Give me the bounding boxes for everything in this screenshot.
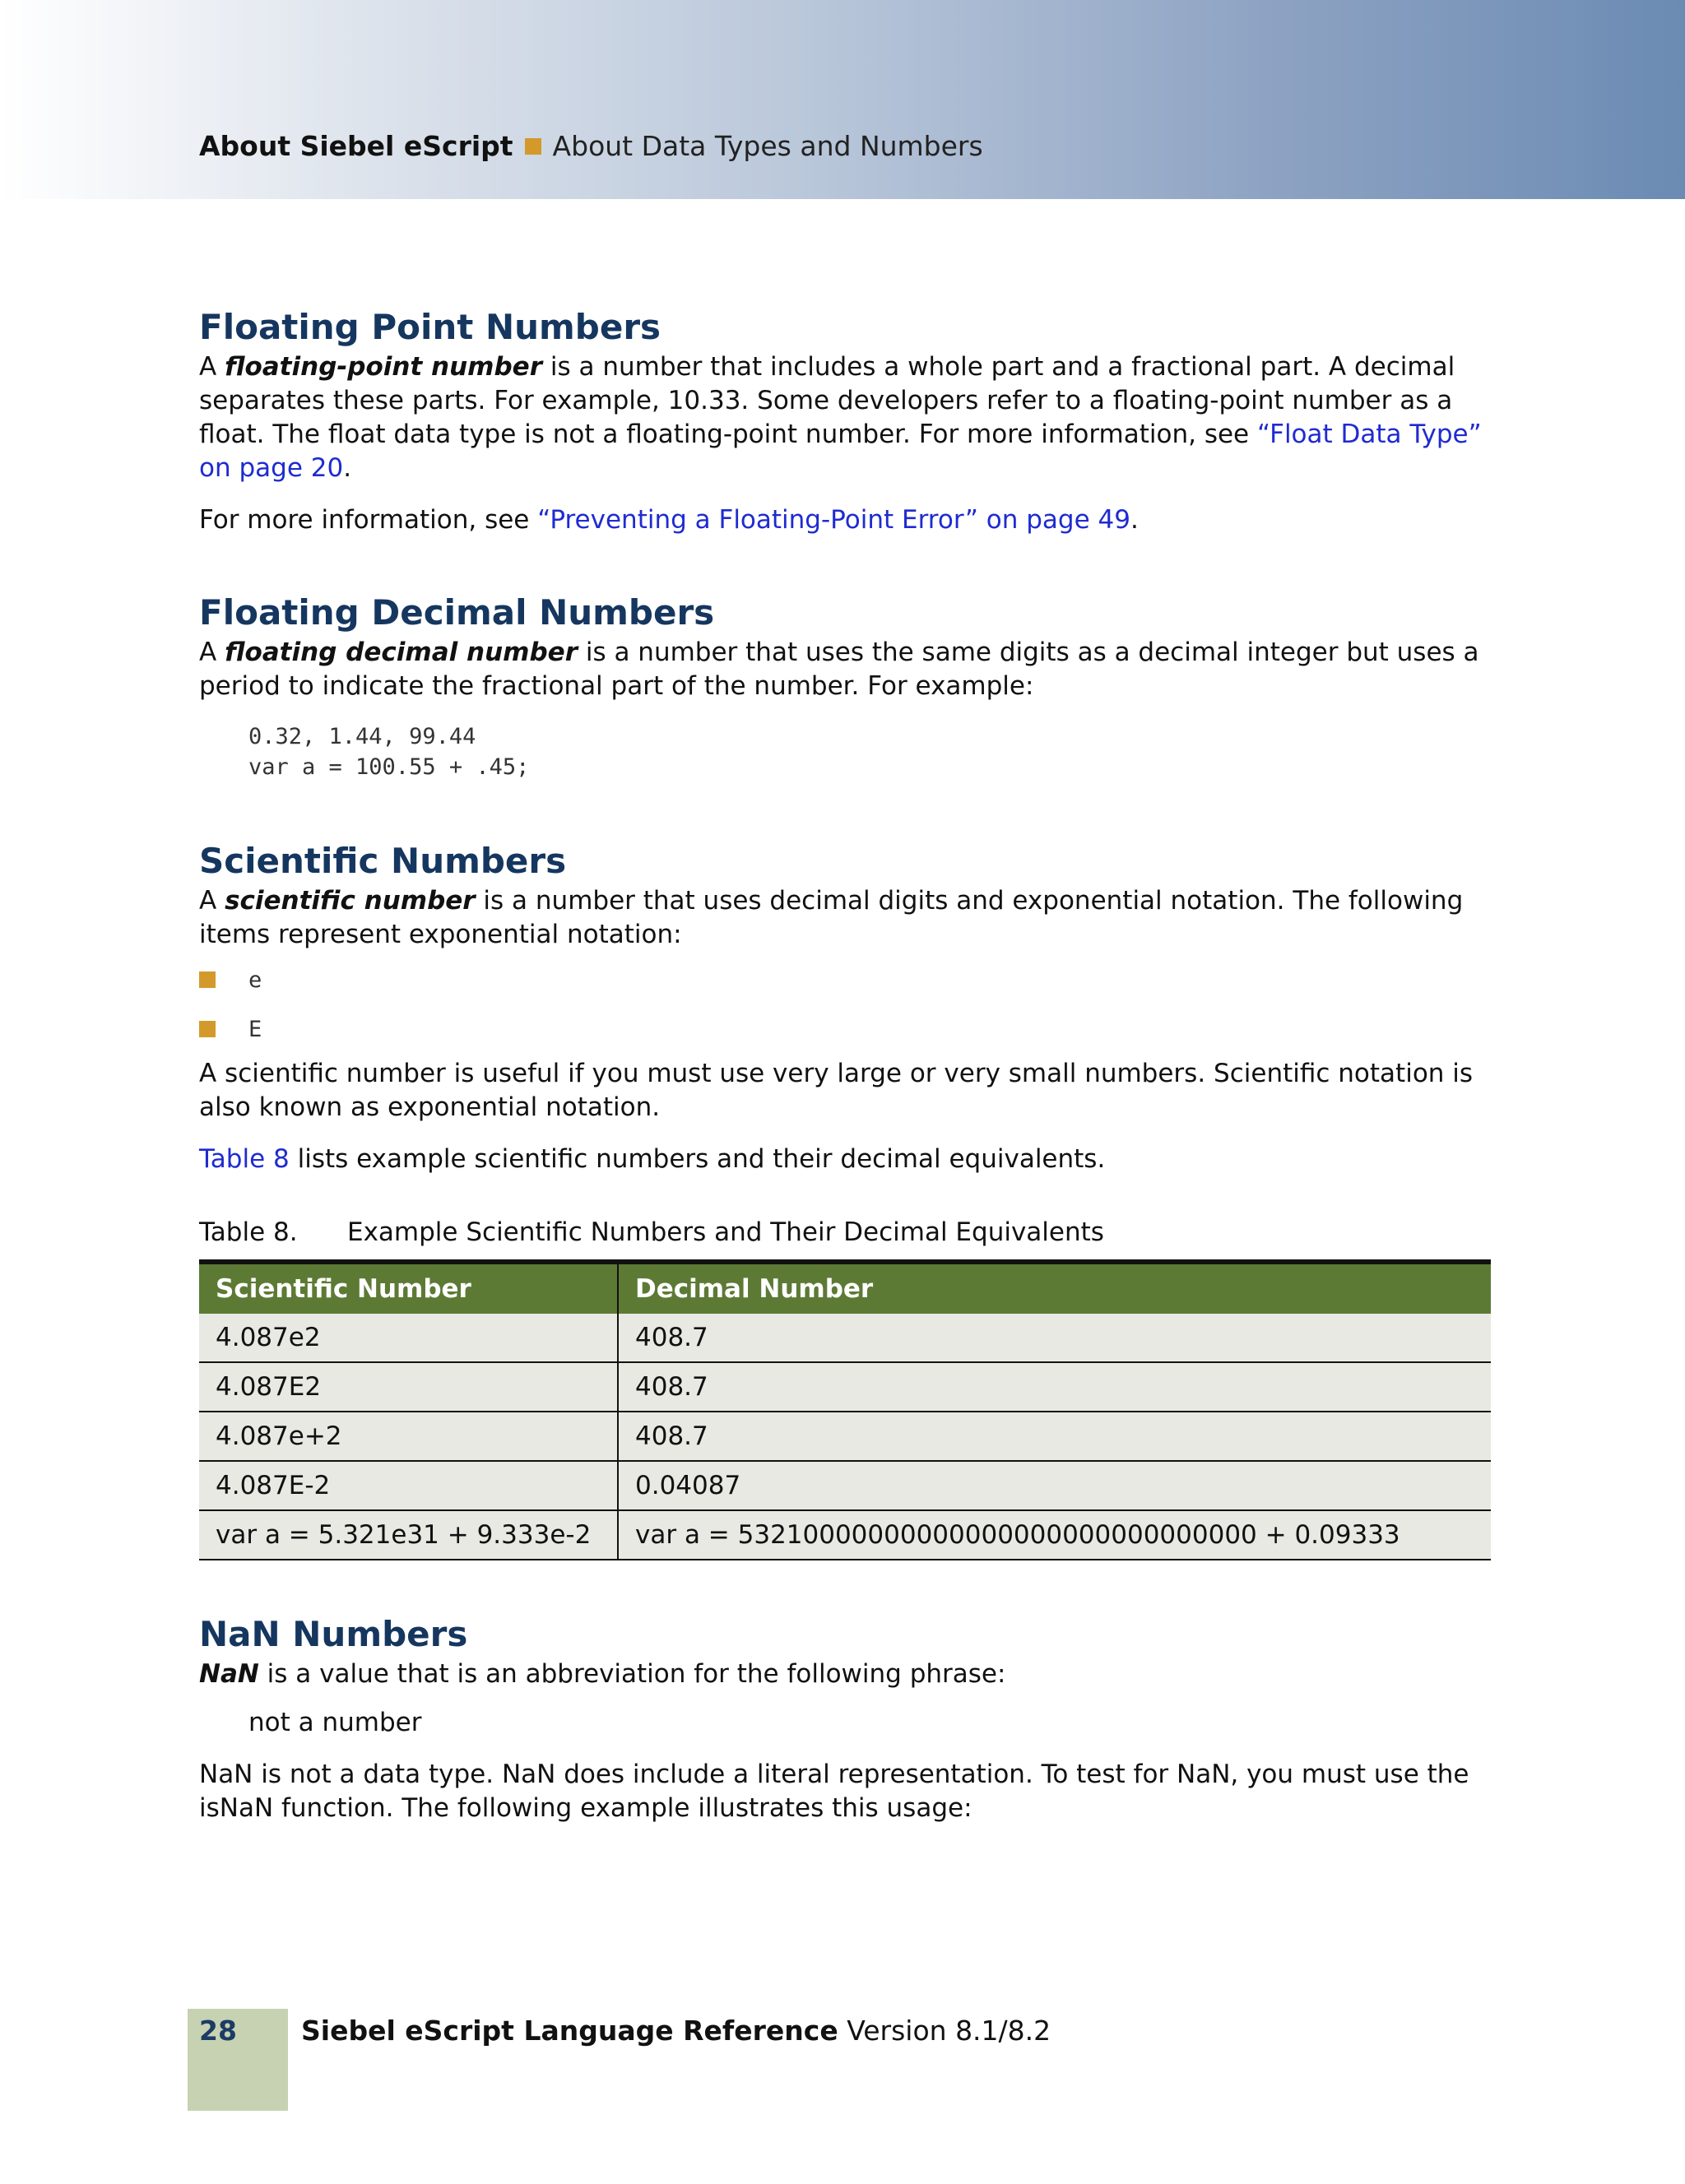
breadcrumb-section: About Siebel eScript — [199, 130, 513, 162]
text: A — [199, 352, 225, 382]
paragraph-more-info — [199, 503, 1491, 537]
table-cell: var a = 53210000000000000000000000000000 + 0.09333 — [618, 1510, 1491, 1560]
column-header: Scientific Number — [199, 1262, 618, 1314]
text: For more information, see — [199, 505, 538, 535]
text: A — [199, 638, 225, 667]
table-header-row — [199, 1262, 1491, 1314]
table-caption-title: Example Scientific Numbers and Their Decimal Equivalents — [347, 1217, 1104, 1247]
list-item — [199, 955, 1491, 1004]
code-line: var a = 100.55 + .45; — [248, 754, 530, 780]
text: lists example scientific numbers and their decimal equivalents. — [289, 1144, 1106, 1174]
paragraph-scientific — [199, 884, 1491, 952]
paragraph-floating-decimal — [199, 636, 1491, 703]
paragraph-floating-point — [199, 350, 1491, 485]
scientific-numbers-table — [199, 1259, 1491, 1560]
text: is a value that is an abbreviation for the following phrase: — [258, 1659, 1006, 1689]
table-cell: 408.7 — [618, 1314, 1491, 1362]
text: is a number that includes a whole part and a fractional part. A decimal separates these parts. For example, 10.33. Some developers refer to a floating-point number as a float. The float data type is not a floating-point number. For more information, see — [199, 352, 1455, 449]
paragraph-nan-usage: NaN is not a data type. NaN does include a literal representation. To test for NaN, you must use the isNaN function. The following example illustrates this usage: — [199, 1760, 1469, 1823]
table-caption — [199, 1216, 1491, 1250]
text: . — [1130, 505, 1139, 535]
paragraph-scientific-usage: A scientific number is useful if you must use very large or very small numbers. Scientific notation is also known as exponential notation. — [199, 1059, 1474, 1122]
heading-floating-decimal: Floating Decimal Numbers — [199, 592, 715, 633]
link-table-8[interactable]: Table 8 — [199, 1144, 290, 1174]
table-row — [199, 1314, 1491, 1362]
table-caption-number: Table 8. — [199, 1217, 298, 1247]
table-row — [199, 1510, 1491, 1560]
list-item — [199, 1004, 1491, 1054]
table-cell: 408.7 — [618, 1412, 1491, 1461]
term-scientific: scientific number — [225, 886, 476, 916]
breadcrumb — [199, 128, 983, 165]
table-cell: 4.087E2 — [199, 1362, 618, 1412]
paragraph-nan — [199, 1658, 1491, 1691]
code-line: 0.32, 1.44, 99.44 — [248, 724, 476, 749]
text: A — [199, 886, 225, 916]
term-floating-point: floating-point number — [225, 352, 542, 382]
code-block — [199, 721, 1491, 782]
table-cell: 4.087e2 — [199, 1314, 618, 1362]
bullet-icon — [199, 971, 216, 988]
page-number: 28 — [199, 2015, 237, 2047]
table-cell: 408.7 — [618, 1362, 1491, 1412]
header-band — [0, 0, 1685, 199]
footer-title — [301, 2013, 1051, 2049]
table-row — [199, 1412, 1491, 1461]
heading-scientific: Scientific Numbers — [199, 841, 567, 881]
link-preventing-floating-point-error[interactable]: “Preventing a Floating-Point Error” on page 49 — [537, 505, 1130, 535]
bullet-text: e — [248, 967, 262, 993]
table-row — [199, 1362, 1491, 1412]
table-cell: 4.087e+2 — [199, 1412, 618, 1461]
bullet-icon — [199, 1021, 216, 1037]
page-content — [199, 304, 1491, 1825]
bullet-text: E — [248, 1016, 262, 1042]
heading-floating-point: Floating Point Numbers — [199, 307, 661, 347]
breadcrumb-separator-icon — [525, 138, 541, 155]
text: . — [343, 453, 352, 483]
phrase-not-a-number: not a number — [248, 1708, 422, 1737]
table-cell: 0.04087 — [618, 1461, 1491, 1510]
column-header: Decimal Number — [618, 1262, 1491, 1314]
table-cell: var a = 5.321e31 + 9.333e-2 — [199, 1510, 618, 1560]
table-row — [199, 1461, 1491, 1510]
book-title: Siebel eScript Language Reference — [301, 2015, 838, 2047]
text: is a number that uses decimal digits and exponential notation. The following items represent exponential notation: — [199, 886, 1464, 949]
breadcrumb-subsection: About Data Types and Numbers — [552, 130, 983, 162]
book-version: Version 8.1/8.2 — [838, 2015, 1051, 2047]
heading-nan: NaN Numbers — [199, 1614, 468, 1654]
term-nan: NaN — [199, 1659, 259, 1689]
term-floating-decimal: floating decimal number — [225, 638, 578, 667]
paragraph-table-reference — [199, 1143, 1491, 1176]
link-float-data-type[interactable]: “Float Data Type” on page 20 — [199, 420, 1482, 483]
bullet-list — [199, 955, 1491, 1054]
text: is a number that uses the same digits as a decimal integer but uses a period to indicate the fractional part of the number. For example: — [199, 638, 1479, 701]
table-cell: 4.087E-2 — [199, 1461, 618, 1510]
